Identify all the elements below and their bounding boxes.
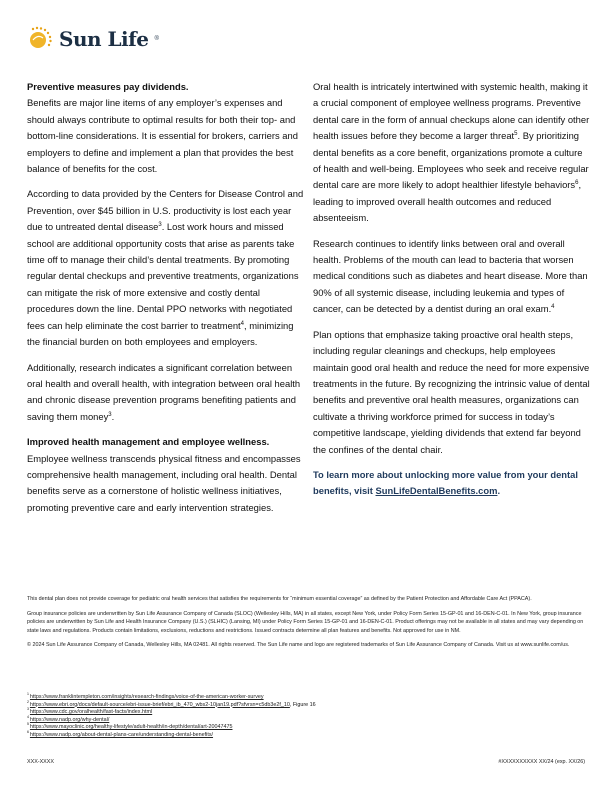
footnote-number: 5 [27, 722, 30, 727]
footnote-link[interactable]: https://www.franklintempleton.com/insights/research-findings/voice-of-the-american-worker-survey [29, 694, 264, 700]
footnote-number: 1 [27, 692, 30, 697]
paragraph-text: Research continues to identify links between oral and overall health. Problems of the mouth can lead to bacteria that worsen medical conditions such as diabetes and heart disease. More than 90% of all systemic disease, including leukemia and types of cancer, can be detected by a dentist during an oral exam. [313, 237, 588, 315]
paragraph [27, 434, 305, 516]
footnote-link[interactable]: https://www.nadp.org/about-dental-plans-care/understanding-dental-benefits/ [29, 731, 214, 738]
paragraph-text: , leading to improved overall health outcomes and reduced absenteeism. [313, 179, 582, 224]
document-code: XXX-XXXX [27, 759, 54, 765]
footnote [27, 709, 587, 717]
paragraph-text: Additionally, research indicates a significant correlation between oral health and overall health, with integration between oral health and chronic disease prevention programs benefiting patients and saving them money [27, 361, 301, 422]
form-number: #XXXXXXXXXX XX/24 (exp. XX/26) [498, 759, 585, 765]
footnote-ref: 4 [551, 304, 555, 311]
sunlife-dental-benefits-link[interactable]: SunLifeDentalBenefits.com [375, 485, 498, 497]
footnote-ref: 4 [240, 320, 244, 327]
footnote-ref: 3 [108, 411, 112, 418]
footnote-link[interactable]: https://www.nadp.org/why-dental/ [29, 716, 110, 723]
brand-name: Sun Life [59, 27, 149, 51]
paragraph-text: Employee wellness transcends physical fitness and encompasses comprehensive health management, including oral health. Dental benefits serve as a cornerstone of holistic wellness initiatives, promoting preventive care and early intervention strategies. [27, 452, 301, 513]
paragraph [313, 327, 591, 458]
footnote-link[interactable]: https://www.cdc.gov/oralhealth/fast-facts/index.html [29, 709, 153, 716]
footnote-number: 6 [27, 730, 30, 735]
cta-paragraph [313, 467, 591, 500]
section-heading: Preventive measures pay dividends. [27, 81, 189, 92]
sun-life-logo [27, 26, 159, 52]
footnote-ref: 6 [575, 180, 579, 187]
paragraph-text: . Lost work hours and missed school are additional opportunity costs that arise as parents take time off to manage their child’s dental treatments. By promoting regular dental checkups and preventive treatments, organizations can mitigate the risk of more extensive and costly dental procedures down the line. Dental PPO networks with negotiated fees can help eliminate the cost barrier to treatment [27, 221, 299, 331]
paragraph [313, 236, 591, 318]
footnote [27, 732, 587, 740]
footnote-number: 2 [27, 699, 30, 704]
right-column [313, 79, 591, 509]
cta-end: . [497, 485, 501, 497]
footnote-link[interactable]: https://www.ebri.org/docs/default-source/ebri-issue-brief/ebri_ib_470_wbs2-10jan19.pdf?sfvrsn=c5db3e2f_10 [29, 701, 290, 708]
footnote-ref: 5 [514, 131, 518, 138]
footnote-ref: 3 [158, 222, 162, 229]
section-heading: Improved health management and employee wellness. [27, 436, 270, 448]
paragraph [27, 360, 305, 426]
registered-mark: ® [154, 36, 159, 42]
footnote-number: 3 [27, 707, 30, 712]
paragraph-text: , minimizing the financial burden on both employees and employers. [27, 319, 294, 348]
paragraph-text: According to data provided by the Centers for Disease Control and Prevention, over $45 billion in U.S. productivity is lost each year due to untreated dental disease [27, 188, 304, 233]
footnote-link[interactable]: https://www.mayoclinic.org/healthy-lifestyle/adult-health/in-depth/dental/art-20047475 [29, 724, 233, 731]
left-column [27, 79, 305, 525]
disclaimer: © 2024 Sun Life Assurance Company of Canada, Wellesley Hills, MA 02481. All rights reserved. The Sun Life name and logo are registered trademarks of Sun Life Assurance Company of Canada. Visit us at www.sunlife.com/us. [27, 642, 570, 649]
footnote-suffix: , Figure 16 [289, 701, 316, 708]
sun-icon [27, 26, 53, 52]
disclaimer: This dental plan does not provide coverage for pediatric oral health services that satisfies the requirements for “minimum essential coverage” as defined by the Patient Protection and Affordable Care Act (PPACA). [27, 596, 532, 602]
disclaimers [27, 595, 587, 656]
footnote [27, 694, 587, 702]
footnote-number: 4 [27, 714, 30, 719]
paragraph-text: Oral health is intricately intertwined with systemic health, making it a crucial component of employee wellness programs. Preventive dental care in the form of annual checkups alone can identify other health issues before they become a larger threat [313, 81, 590, 142]
paragraph [27, 186, 305, 350]
paragraph-text: Plan options that emphasize taking proactive oral health steps, including regular cleanings and checkups, help employees maintain good oral health and reduce the need for more expensive treatments in the future. By recognizing the intrinsic value of dental benefits and preventive oral health measures, organizations can cultivate a thriving workforce primed for success in today’s competitive landscape, yielding dividends that extend far beyond the confines of the dental chair. [313, 328, 590, 455]
cta-text: To learn more about unlocking more value from your dental benefits, visit [313, 468, 578, 497]
disclaimer: Group insurance policies are underwritten by Sun Life Assurance Company of Canada (SLOC) (Wellesley Hills, MA) in all states, except New York, under Policy Form Series 15-GP-01 and 16-DEN-C-01. In New York, group insurance policies are underwritten by Sun Life and Health Insurance Company (U.S.) (SLHIC) (Lansing, MI) under Policy Form Series 15-GP-01 and 16-DEN-C-01. Product offerings may not be available in all states and may vary depending on state laws and regulations. Products contain limitations, exclusions, reductions and restrictions. Issued contracts determine all plan features and benefits. Not approved for use in NM. [27, 610, 584, 634]
footnotes [27, 694, 587, 740]
paragraph-text: Benefits are major line items of any employer’s expenses and should always contribute to optimal results for both their top- and bottom-line considerations. It is essential for brokers, carriers and employers to define and implement a plan that provides the best balance of benefits for the cost. [27, 97, 298, 175]
paragraph-text: . [111, 410, 115, 422]
paragraph [27, 79, 305, 177]
paragraph-text: . By prioritizing dental benefits as a core benefit, organizations promote a culture of health and well-being. Employees who seek and receive regular dental care are more likely to adopt healthier lifestyle behaviors [313, 130, 589, 191]
paragraph [313, 79, 591, 227]
